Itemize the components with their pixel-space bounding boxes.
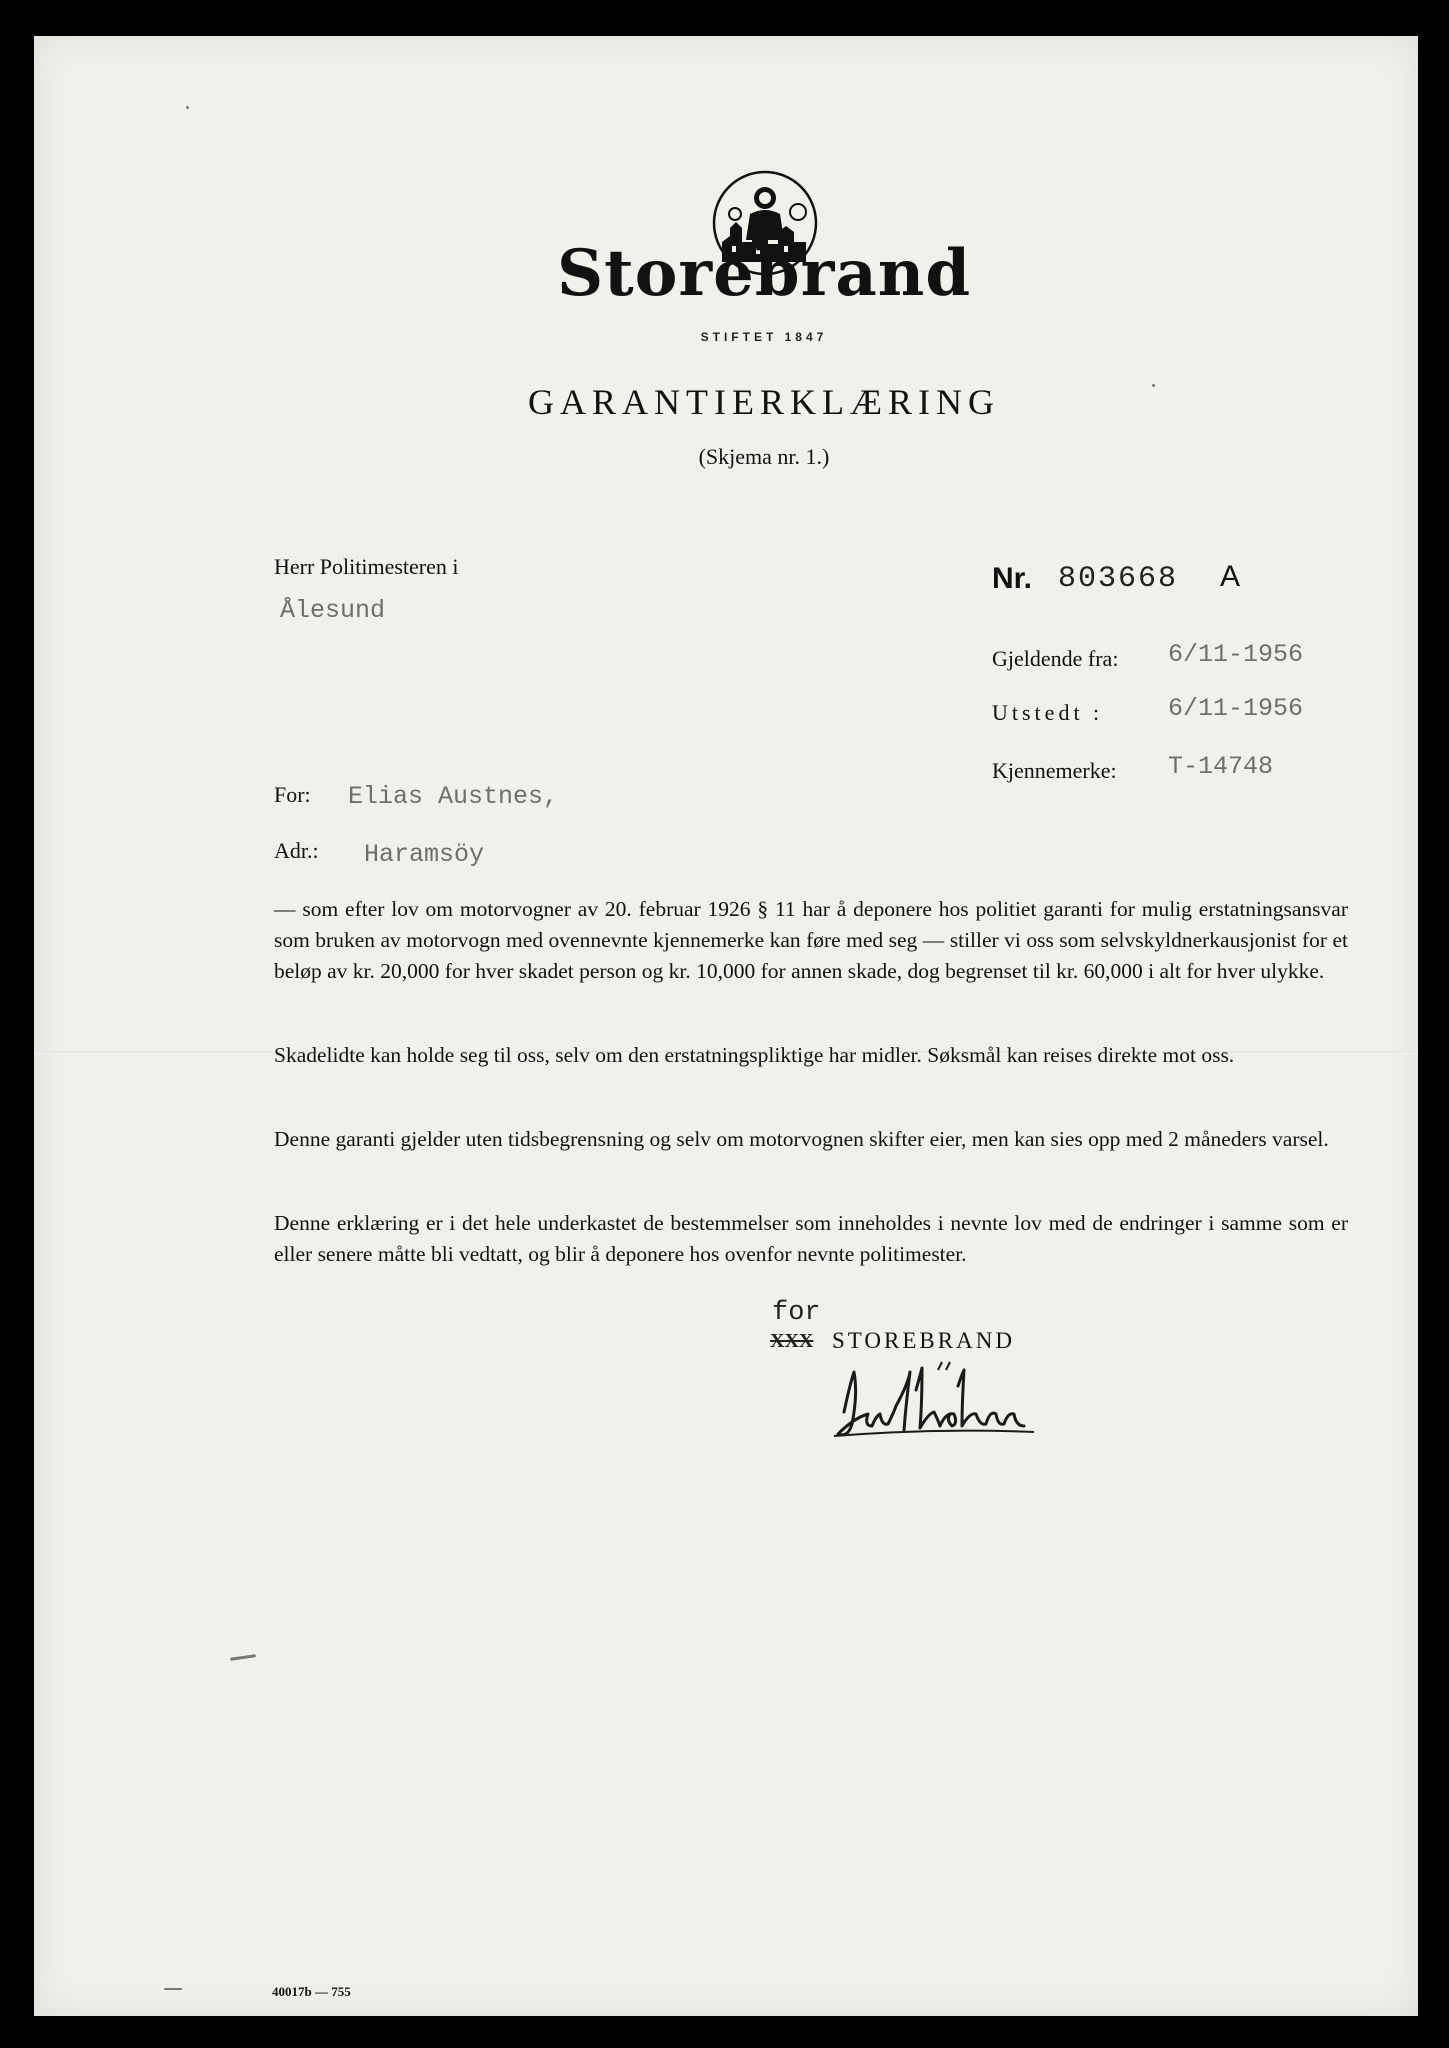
sign-company: STOREBRAND <box>832 1328 1015 1353</box>
paper-speck <box>186 106 189 109</box>
document-title: GARANTIERKLÆRING <box>528 382 1000 422</box>
paragraph-claims: Skadelidte kan holde seg til oss, selv om den erstatningspliktige har midler. Søksmål kan reises direkte mot oss. <box>274 1043 1235 1067</box>
valid-from-label: Gjeldende fra: <box>992 646 1119 671</box>
for-label: For: <box>274 782 311 807</box>
valid-from-value: 6/11-1956 <box>1168 640 1304 669</box>
brand-name: Storebrand <box>556 236 972 311</box>
paragraph-validity: Denne garanti gjelder uten tidsbegrensning og selv om motorvognen skifter eier, men kan sies opp med 2 måneders varsel. <box>274 1127 1329 1151</box>
recipient-label: Herr Politimesteren i <box>274 554 459 579</box>
sign-for: for <box>772 1298 821 1328</box>
issued-label: Utstedt : <box>992 700 1104 725</box>
paper-speck <box>1152 384 1155 387</box>
address-label: Adr.: <box>274 838 319 863</box>
paper-speck <box>230 1654 256 1661</box>
address-value: Haramsöy <box>364 840 485 869</box>
paragraph-terms: Denne erklæring er i det hele underkastet de bestemmelser som inneholdes i nevnte lov med de endringer i samme som er eller senere måtte bli vedtatt, og blir å deponere hos ovenfor nevnte politimester. <box>274 1211 1348 1266</box>
issued-value: 6/11-1956 <box>1168 694 1304 723</box>
founded-year: STIFTET 1847 <box>700 330 828 344</box>
document-page <box>34 36 1418 2016</box>
number-value: 803668 <box>1058 562 1179 596</box>
number-suffix: A <box>1220 560 1241 593</box>
sign-struck-text: XXX <box>770 1330 814 1352</box>
paper-speck <box>164 1988 182 1990</box>
paragraph-guarantee: — som efter lov om motorvogner av 20. februar 1926 § 11 har å deponere hos politiet garanti for mulig erstatningsansvar som bruken av motorvogn med ovennevnte kjennemerke kan føre med seg — stiller vi oss som selvskyldnerkausjonist for et beløp av kr. 20,000 for hver skadet person og kr. 10,000 for annen skade, dog begrenset til kr. 60,000 i alt for hver ulykke. <box>274 897 1348 983</box>
number-label: Nr. <box>992 562 1033 595</box>
recipient-city: Ålesund <box>280 596 386 625</box>
form-code: 40017b — 755 <box>272 1984 351 1999</box>
handwritten-signature <box>824 1354 1074 1454</box>
form-subtitle: (Skjema nr. 1.) <box>698 444 830 469</box>
for-value: Elias Austnes, <box>348 782 559 811</box>
plate-label: Kjennemerke: <box>992 758 1117 783</box>
plate-value: T-14748 <box>1168 752 1274 781</box>
